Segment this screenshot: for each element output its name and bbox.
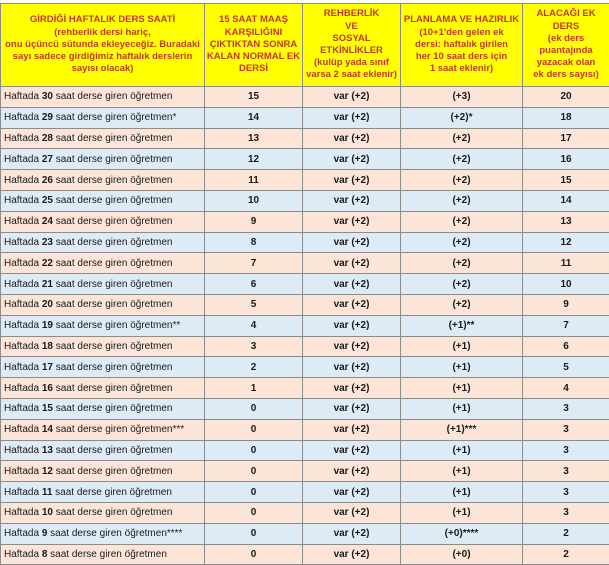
label-suffix: saat derse giren öğretmen	[53, 133, 173, 144]
weekly-hours-cell	[1, 419, 205, 440]
guidance-cell: var (+2)	[303, 149, 401, 170]
hours-value: 16	[42, 383, 53, 394]
planning-cell: (+1)	[401, 378, 523, 399]
table-row	[1, 190, 609, 211]
hours-value: 30	[42, 91, 53, 102]
guidance-cell: var (+2)	[303, 336, 401, 357]
label-suffix: saat derse giren öğretmen	[53, 216, 173, 227]
label-suffix: saat derse giren öğretmen	[53, 279, 173, 290]
header-planning	[401, 4, 523, 87]
normal-extra-cell: 9	[205, 211, 303, 232]
normal-extra-cell: 1	[205, 378, 303, 399]
header-line: (10+1'den gelen ek	[401, 27, 522, 39]
table-row	[1, 544, 609, 565]
total-extra-cell: 3	[523, 461, 609, 482]
normal-extra-cell: 15	[205, 87, 303, 108]
header-line: VE	[303, 21, 400, 33]
weekly-hours-cell	[1, 128, 205, 149]
weekly-hours-cell	[1, 232, 205, 253]
hours-value: 13	[42, 445, 53, 456]
hours-value: 20	[42, 299, 53, 310]
total-extra-cell: 10	[523, 274, 609, 295]
weekly-hours-cell	[1, 544, 205, 565]
table-row	[1, 253, 609, 274]
total-extra-cell: 9	[523, 294, 609, 315]
label-suffix: saat derse giren öğretmen	[53, 91, 173, 102]
label-prefix: Haftada	[4, 466, 42, 477]
table-row	[1, 149, 609, 170]
weekly-hours-cell	[1, 461, 205, 482]
hours-value: 8	[42, 549, 48, 560]
label-suffix: saat derse giren öğretmen****	[47, 528, 182, 539]
header-line: KARŞILIĞINI	[205, 27, 302, 39]
label-prefix: Haftada	[4, 320, 42, 331]
header-line: 15 SAAT MAAŞ	[205, 14, 302, 26]
table-row	[1, 419, 609, 440]
label-prefix: Haftada	[4, 91, 42, 102]
label-prefix: Haftada	[4, 154, 42, 165]
planning-cell: (+1)	[401, 461, 523, 482]
total-extra-cell: 3	[523, 398, 609, 419]
header-guidance	[303, 4, 401, 87]
guidance-cell: var (+2)	[303, 378, 401, 399]
hours-value: 21	[42, 279, 53, 290]
header-line: varsa 2 saat eklenir)	[303, 69, 400, 81]
hours-value: 29	[42, 112, 53, 123]
total-extra-cell: 3	[523, 482, 609, 503]
guidance-cell: var (+2)	[303, 107, 401, 128]
total-extra-cell: 17	[523, 128, 609, 149]
planning-cell: (+1)	[401, 398, 523, 419]
header-total-extra	[523, 4, 609, 87]
table-row	[1, 211, 609, 232]
guidance-cell: var (+2)	[303, 190, 401, 211]
label-prefix: Haftada	[4, 487, 42, 498]
table-row	[1, 440, 609, 461]
weekly-hours-cell	[1, 336, 205, 357]
table-row	[1, 378, 609, 399]
normal-extra-cell: 0	[205, 440, 303, 461]
label-prefix: Haftada	[4, 549, 42, 560]
planning-cell: (+2)	[401, 274, 523, 295]
weekly-hours-cell	[1, 315, 205, 336]
total-extra-cell: 6	[523, 336, 609, 357]
table-row	[1, 87, 609, 108]
normal-extra-cell: 3	[205, 336, 303, 357]
normal-extra-cell: 0	[205, 523, 303, 544]
header-line: GİRDİĞİ HAFTALIK DERS SAATİ	[1, 14, 204, 26]
planning-cell: (+2)	[401, 170, 523, 191]
guidance-cell: var (+2)	[303, 544, 401, 565]
guidance-cell: var (+2)	[303, 440, 401, 461]
planning-cell: (+2)	[401, 253, 523, 274]
weekly-hours-cell	[1, 107, 205, 128]
header-line: ek ders sayısı)	[523, 69, 609, 81]
normal-extra-cell: 0	[205, 502, 303, 523]
total-extra-cell: 13	[523, 211, 609, 232]
total-extra-cell: 12	[523, 232, 609, 253]
header-line: DERSİ	[205, 63, 302, 75]
planning-cell: (+1)	[401, 440, 523, 461]
label-suffix: saat derse giren öğretmen	[53, 341, 173, 352]
label-prefix: Haftada	[4, 528, 42, 539]
normal-extra-cell: 14	[205, 107, 303, 128]
hours-value: 22	[42, 258, 53, 269]
label-suffix: saat derse giren öğretmen	[53, 466, 173, 477]
ek-ders-table	[0, 3, 609, 565]
normal-extra-cell: 8	[205, 232, 303, 253]
header-line: (rehberlik dersi hariç,	[1, 27, 204, 39]
total-extra-cell: 7	[523, 315, 609, 336]
header-line: 1 saat eklenir)	[401, 63, 522, 75]
planning-cell: (+1)	[401, 357, 523, 378]
hours-value: 18	[42, 341, 53, 352]
normal-extra-cell: 10	[205, 190, 303, 211]
table-row	[1, 294, 609, 315]
label-prefix: Haftada	[4, 383, 42, 394]
hours-value: 12	[42, 466, 53, 477]
header-line: (ek ders	[523, 33, 609, 45]
weekly-hours-cell	[1, 274, 205, 295]
planning-cell: (+0)	[401, 544, 523, 565]
planning-cell: (+3)	[401, 87, 523, 108]
guidance-cell: var (+2)	[303, 253, 401, 274]
weekly-hours-cell	[1, 294, 205, 315]
planning-cell: (+1)	[401, 502, 523, 523]
label-prefix: Haftada	[4, 216, 42, 227]
table-body	[1, 87, 609, 565]
header-line: PLANLAMA VE HAZIRLIK	[401, 14, 522, 26]
hours-value: 28	[42, 133, 53, 144]
hours-value: 26	[42, 175, 53, 186]
hours-value: 17	[42, 362, 53, 373]
label-suffix: saat derse giren öğretmen	[53, 258, 173, 269]
guidance-cell: var (+2)	[303, 461, 401, 482]
guidance-cell: var (+2)	[303, 274, 401, 295]
guidance-cell: var (+2)	[303, 87, 401, 108]
label-prefix: Haftada	[4, 403, 42, 414]
label-suffix: saat derse giren öğretmen	[47, 549, 167, 560]
planning-cell: (+2)	[401, 232, 523, 253]
label-suffix: saat derse giren öğretmen*	[53, 112, 176, 123]
header-line: ÇIKTIKTAN SONRA	[205, 39, 302, 51]
planning-cell: (+2)	[401, 190, 523, 211]
total-extra-cell: 2	[523, 544, 609, 565]
normal-extra-cell: 0	[205, 482, 303, 503]
weekly-hours-cell	[1, 502, 205, 523]
guidance-cell: var (+2)	[303, 502, 401, 523]
label-suffix: saat derse giren öğretmen	[53, 507, 173, 518]
weekly-hours-cell	[1, 253, 205, 274]
normal-extra-cell: 0	[205, 398, 303, 419]
normal-extra-cell: 5	[205, 294, 303, 315]
planning-cell: (+1)	[401, 336, 523, 357]
header-normal-extra	[205, 4, 303, 87]
header-line: her 10 saat ders için	[401, 51, 522, 63]
guidance-cell: var (+2)	[303, 523, 401, 544]
label-suffix: saat derse giren öğretmen	[53, 154, 173, 165]
weekly-hours-cell	[1, 190, 205, 211]
planning-cell: (+2)	[401, 149, 523, 170]
planning-cell: (+2)*	[401, 107, 523, 128]
hours-value: 11	[42, 487, 53, 498]
table-row	[1, 107, 609, 128]
table-row	[1, 482, 609, 503]
normal-extra-cell: 2	[205, 357, 303, 378]
total-extra-cell: 20	[523, 87, 609, 108]
label-prefix: Haftada	[4, 175, 42, 186]
table-row	[1, 315, 609, 336]
total-extra-cell: 16	[523, 149, 609, 170]
guidance-cell: var (+2)	[303, 398, 401, 419]
normal-extra-cell: 13	[205, 128, 303, 149]
header-line: ALACAĞI EK DERS	[523, 8, 609, 32]
header-line: onu üçüncü sütunda ekleyeceğiz. Buradaki	[1, 39, 204, 51]
hours-value: 14	[42, 424, 53, 435]
normal-extra-cell: 0	[205, 461, 303, 482]
hours-value: 25	[42, 195, 53, 206]
table-row	[1, 398, 609, 419]
weekly-hours-cell	[1, 87, 205, 108]
label-prefix: Haftada	[4, 424, 42, 435]
guidance-cell: var (+2)	[303, 294, 401, 315]
label-prefix: Haftada	[4, 507, 42, 518]
header-line: (kulüp yada sınıf	[303, 57, 400, 69]
table-row	[1, 274, 609, 295]
total-extra-cell: 15	[523, 170, 609, 191]
total-extra-cell: 2	[523, 523, 609, 544]
planning-cell: (+1)***	[401, 419, 523, 440]
label-suffix: saat derse giren öğretmen	[53, 175, 173, 186]
weekly-hours-cell	[1, 523, 205, 544]
normal-extra-cell: 12	[205, 149, 303, 170]
normal-extra-cell: 11	[205, 170, 303, 191]
weekly-hours-cell	[1, 357, 205, 378]
guidance-cell: var (+2)	[303, 128, 401, 149]
label-prefix: Haftada	[4, 133, 42, 144]
label-suffix: saat derse giren öğretmen	[53, 195, 173, 206]
guidance-cell: var (+2)	[303, 232, 401, 253]
total-extra-cell: 4	[523, 378, 609, 399]
guidance-cell: var (+2)	[303, 482, 401, 503]
total-extra-cell: 3	[523, 502, 609, 523]
normal-extra-cell: 0	[205, 544, 303, 565]
total-extra-cell: 14	[523, 190, 609, 211]
normal-extra-cell: 7	[205, 253, 303, 274]
label-suffix: saat derse giren öğretmen***	[53, 424, 184, 435]
label-prefix: Haftada	[4, 279, 42, 290]
label-suffix: saat derse giren öğretmen	[53, 362, 173, 373]
planning-cell: (+0)****	[401, 523, 523, 544]
label-suffix: saat derse giren öğretmen	[53, 383, 173, 394]
header-line: sayı sadece girdiğimiz haftalık derslerin	[1, 51, 204, 63]
table-row	[1, 523, 609, 544]
total-extra-cell: 18	[523, 107, 609, 128]
table-row	[1, 170, 609, 191]
header-weekly-hours	[1, 4, 205, 87]
guidance-cell: var (+2)	[303, 419, 401, 440]
hours-value: 10	[42, 507, 53, 518]
total-extra-cell: 5	[523, 357, 609, 378]
weekly-hours-cell	[1, 482, 205, 503]
table-row	[1, 461, 609, 482]
guidance-cell: var (+2)	[303, 315, 401, 336]
weekly-hours-cell	[1, 378, 205, 399]
weekly-hours-cell	[1, 398, 205, 419]
planning-cell: (+2)	[401, 294, 523, 315]
header-line: KALAN NORMAL EK	[205, 51, 302, 63]
header-line: sayısı olacak)	[1, 63, 204, 75]
header-row	[1, 4, 609, 87]
label-prefix: Haftada	[4, 362, 42, 373]
label-suffix: saat derse giren öğretmen	[53, 445, 173, 456]
weekly-hours-cell	[1, 440, 205, 461]
planning-cell: (+1)	[401, 482, 523, 503]
planning-cell: (+2)	[401, 211, 523, 232]
label-suffix: saat derse giren öğretmen	[53, 403, 173, 414]
header-line: dersi: haftalık girilen	[401, 39, 522, 51]
label-prefix: Haftada	[4, 112, 42, 123]
hours-value: 24	[42, 216, 53, 227]
table-row	[1, 232, 609, 253]
guidance-cell: var (+2)	[303, 211, 401, 232]
normal-extra-cell: 0	[205, 419, 303, 440]
label-suffix: saat derse giren öğretmen	[53, 237, 173, 248]
weekly-hours-cell	[1, 170, 205, 191]
header-line: SOSYAL ETKİNLİKLER	[303, 33, 400, 57]
table-row	[1, 336, 609, 357]
weekly-hours-cell	[1, 149, 205, 170]
label-prefix: Haftada	[4, 237, 42, 248]
total-extra-cell: 11	[523, 253, 609, 274]
table-row	[1, 128, 609, 149]
header-line: puantajında	[523, 45, 609, 57]
hours-value: 9	[42, 528, 48, 539]
normal-extra-cell: 4	[205, 315, 303, 336]
normal-extra-cell: 6	[205, 274, 303, 295]
guidance-cell: var (+2)	[303, 170, 401, 191]
total-extra-cell: 3	[523, 440, 609, 461]
hours-value: 19	[42, 320, 53, 331]
hours-value: 23	[42, 237, 53, 248]
total-extra-cell: 3	[523, 419, 609, 440]
label-prefix: Haftada	[4, 299, 42, 310]
hours-value: 27	[42, 154, 53, 165]
label-suffix: saat derse giren öğretmen	[52, 487, 172, 498]
hours-value: 15	[42, 403, 53, 414]
label-prefix: Haftada	[4, 445, 42, 456]
label-prefix: Haftada	[4, 341, 42, 352]
planning-cell: (+2)	[401, 128, 523, 149]
table-row	[1, 357, 609, 378]
label-prefix: Haftada	[4, 258, 42, 269]
label-suffix: saat derse giren öğretmen**	[53, 320, 180, 331]
header-line: REHBERLİK	[303, 8, 400, 20]
header-line: yazacak olan	[523, 57, 609, 69]
label-prefix: Haftada	[4, 195, 42, 206]
table-row	[1, 502, 609, 523]
guidance-cell: var (+2)	[303, 357, 401, 378]
label-suffix: saat derse giren öğretmen	[53, 299, 173, 310]
planning-cell: (+1)**	[401, 315, 523, 336]
weekly-hours-cell	[1, 211, 205, 232]
